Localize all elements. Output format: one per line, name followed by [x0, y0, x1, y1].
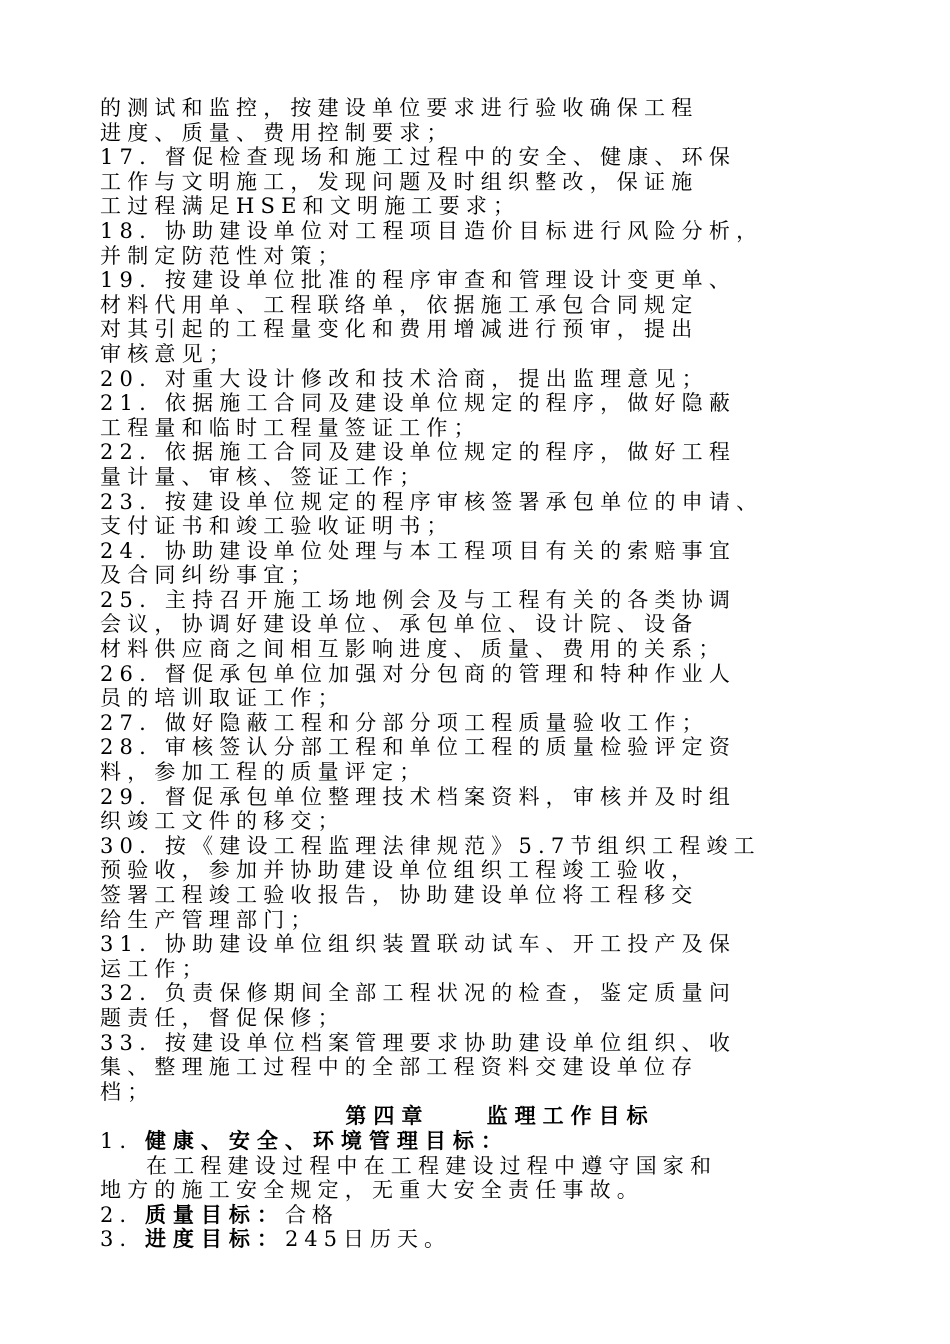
- goal-hse-number: 1.: [100, 1128, 133, 1153]
- text-line: 24. 协助建设单位处理与本工程项目有关的索赔事宜: [100, 538, 737, 563]
- text-line: 对其引起的工程量变化和费用增减进行预审，提出: [100, 317, 699, 342]
- goal-schedule-label: 进度目标：: [144, 1226, 285, 1252]
- text-line: 30. 按《建设工程监理法律规范》5.7节组织工程竣工: [100, 833, 761, 858]
- text-line: 20. 对重大设计修改和技术洽商，提出监理意见；: [100, 366, 709, 391]
- text-line: 材料代用单、工程联络单，依据施工承包合同规定: [100, 292, 699, 317]
- text-line: 给生产管理部门；: [100, 907, 318, 932]
- goal-schedule: [100, 1227, 870, 1252]
- goal-quality-number: 2.: [100, 1202, 133, 1227]
- text-line: 工过程满足HSE和文明施工要求；: [100, 194, 521, 219]
- text-line: 织竣工文件的移交；: [100, 809, 345, 834]
- text-line: 的测试和监控，按建设单位要求进行验收确保工程: [100, 96, 699, 120]
- text-line: 27. 做好隐蔽工程和分部分项工程质量验收工作；: [100, 710, 709, 735]
- text-line: 运工作；: [100, 956, 209, 981]
- text-line: 进度、质量、费用控制要求；: [100, 120, 454, 145]
- goal-quality-value: 合格: [284, 1202, 339, 1227]
- text-line: 并制定防范性对策；: [100, 243, 345, 268]
- text-line: 19. 按建设单位批准的程序审查和管理设计变更单、: [100, 268, 737, 293]
- goal-schedule-value: 245日历天。: [284, 1227, 452, 1252]
- text-line: 26. 督促承包单位加强对分包商的管理和特种作业人: [100, 661, 737, 686]
- text-line: 22. 依据施工合同及建设单位规定的程序，做好工程: [100, 440, 737, 465]
- goal-quality-label: 质量目标：: [144, 1201, 285, 1227]
- text-line: 31. 协助建设单位组织装置联动试车、开工投产及保: [100, 932, 737, 957]
- text-line: 支付证书和竣工验收证明书；: [100, 514, 454, 539]
- text-line: 料，参加工程的质量评定；: [100, 760, 427, 785]
- goal-schedule-number: 3.: [100, 1227, 133, 1252]
- chapter-title: 监理工作目标: [486, 1103, 655, 1129]
- goal-hse-heading: [100, 1129, 870, 1154]
- text-line: 18. 协助建设单位对工程项目造价目标进行风险分析，: [100, 218, 764, 243]
- text-line: 29. 督促承包单位整理技术档案资料，审核并及时组: [100, 784, 737, 809]
- text-line: 会议，协调好建设单位、承包单位、设计院、设备: [100, 612, 699, 637]
- text-line: 17. 督促检查现场和施工过程中的安全、健康、环保: [100, 145, 737, 170]
- text-line: 题责任，督促保修；: [100, 1005, 345, 1030]
- duties-list: [100, 96, 870, 1104]
- text-line: 量计量、审核、签证工作；: [100, 464, 427, 489]
- text-line: 档；: [100, 1079, 155, 1104]
- text-line: 28. 审核签认分部工程和单位工程的质量检验评定资: [100, 735, 737, 760]
- goal-hse-text-1: 在工程建设过程中在工程建设过程中遵守国家和: [146, 1153, 718, 1178]
- text-line: 集、整理施工过程中的全部工程资料交建设单位存: [100, 1055, 699, 1080]
- text-line: 材料供应商之间相互影响进度、质量、费用的关系；: [100, 637, 726, 662]
- chapter-heading: [100, 1104, 870, 1129]
- document-body: [100, 96, 870, 1252]
- text-line: 预验收，参加并协助建设单位组织工程竣工验收，: [100, 858, 699, 883]
- text-line: 23. 按建设单位规定的程序审核签署承包单位的申请、: [100, 489, 764, 514]
- chapter-number: 第四章: [345, 1103, 430, 1129]
- text-line: 32. 负责保修期间全部工程状况的检查，鉴定质量问: [100, 981, 737, 1006]
- goal-quality: [100, 1203, 870, 1228]
- text-line: 签署工程竣工验收报告，协助建设单位将工程移交: [100, 883, 699, 907]
- text-line: 33. 按建设单位档案管理要求协助建设单位组织、收: [100, 1030, 737, 1055]
- text-line: 工程量和临时工程量签证工作；: [100, 415, 481, 440]
- text-line: 21. 依据施工合同及建设单位规定的程序，做好隐蔽: [100, 391, 737, 416]
- text-line: 审核意见；: [100, 341, 236, 366]
- text-line: 25. 主持召开施工场地例会及与工程有关的各类协调: [100, 587, 737, 612]
- goal-hse-label: 健康、安全、环境管理目标：: [144, 1127, 509, 1153]
- text-line: 工作与文明施工，发现问题及时组织整改，保证施: [100, 169, 699, 194]
- goal-hse-text-2: 地方的施工安全规定，无重大安全责任事故。: [100, 1178, 644, 1203]
- text-line: 员的培训取证工作；: [100, 686, 345, 711]
- text-line: 及合同纠纷事宜；: [100, 563, 318, 588]
